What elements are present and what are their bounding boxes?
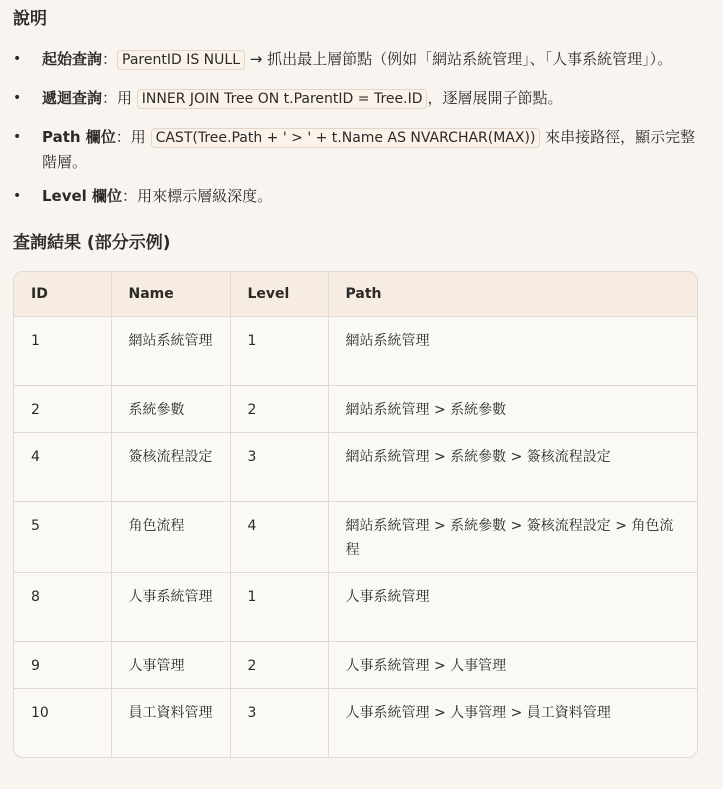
cell-id: 1 (14, 317, 111, 386)
cell-path: 網站系統管理 > 系統參數 > 簽核流程設定 > 角色流程 (328, 502, 697, 573)
cell-level: 2 (230, 386, 328, 433)
note-item-recursive-query (13, 86, 709, 111)
cell-name: 簽核流程設定 (111, 433, 230, 502)
column-header-level: Level (230, 272, 328, 317)
cell-path: 人事系統管理 > 人事管理 > 員工資料管理 (345, 705, 611, 721)
cell-path: 網站系統管理 (328, 317, 697, 386)
cell-level: 1 (230, 573, 328, 642)
note-label: 起始查詢 (42, 50, 103, 68)
cell-path: 人事系統管理 (328, 573, 697, 642)
table-row (14, 573, 697, 642)
note-text: 用來標示層級深度。 (137, 187, 273, 205)
note-label: Level 欄位 (42, 187, 123, 205)
cell-name: 網站系統管理 (111, 317, 230, 386)
table-row (14, 433, 697, 502)
cell-id: 10 (14, 689, 111, 758)
inline-code: INNER JOIN Tree ON t.ParentID = Tree.ID (137, 89, 428, 109)
note-separator: ：用 (102, 89, 137, 107)
table-row (14, 689, 697, 758)
cell-level: 1 (230, 317, 328, 386)
cell-id: 5 (14, 502, 111, 573)
column-header-id: ID (14, 272, 111, 317)
section-title: 說明 (13, 9, 47, 29)
inline-code: CAST(Tree.Path + ' > ' + t.Name AS NVARCHAR(MAX)) (151, 128, 541, 148)
notes-list (13, 47, 709, 208)
cell-id: 9 (14, 642, 111, 689)
table-row (14, 386, 697, 433)
cell-name: 系統參數 (111, 386, 230, 433)
note-separator: ： (102, 50, 118, 68)
note-item-path-field (13, 125, 709, 174)
cell-id: 2 (14, 386, 111, 433)
cell-name: 員工資料管理 (111, 689, 230, 758)
note-label: Path 欄位 (42, 128, 116, 146)
column-header-name: Name (111, 272, 230, 317)
table-row (14, 317, 697, 386)
note-item-level-field (13, 184, 709, 208)
cell-name: 角色流程 (111, 502, 230, 573)
table-row (14, 642, 697, 689)
cell-id: 8 (14, 573, 111, 642)
results-table (14, 272, 697, 757)
note-text: ，逐層展開子節點。 (427, 89, 563, 107)
note-item-start-query (13, 47, 709, 72)
cell-path: 網站系統管理 > 系統參數 > 簽核流程設定 (328, 433, 697, 502)
note-label: 遞迴查詢 (42, 89, 103, 107)
cell-path: 人事系統管理 > 人事管理 (328, 642, 697, 689)
result-title: 查詢結果 (部分示例) (13, 233, 171, 253)
table-header-row (14, 272, 697, 317)
cell-level: 3 (230, 433, 328, 502)
cell-name: 人事管理 (111, 642, 230, 689)
cell-level: 2 (230, 642, 328, 689)
table-row (14, 502, 697, 573)
results-table-container (13, 271, 698, 758)
column-header-path: Path (328, 272, 697, 317)
note-separator: ：用 (115, 128, 151, 146)
cell-level: 4 (230, 502, 328, 573)
cell-level: 3 (230, 689, 328, 758)
note-text: 來串接路徑，顯示完整階層。 (42, 128, 696, 171)
inline-code: ParentID IS NULL (117, 50, 245, 70)
cell-id: 4 (14, 433, 111, 502)
cell-path: 網站系統管理 > 系統參數 (328, 386, 697, 433)
cell-name: 人事系統管理 (111, 573, 230, 642)
note-separator: ： (122, 187, 138, 205)
note-text: → 抓出最上層節點（例如「網站系統管理」、「人事系統管理」）。 (245, 50, 673, 68)
